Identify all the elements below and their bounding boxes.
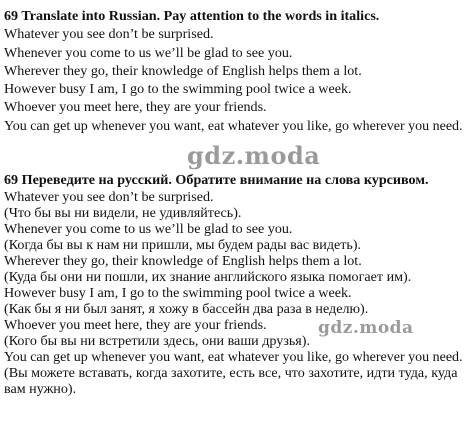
watermark-logo-small: gdz.moda <box>318 318 414 338</box>
answer-line-english: Wherever they go, their knowledge of English helps them a lot. <box>4 253 362 269</box>
answer-line-russian: (Как бы я ни был занят, я хожу в бассейн два раза в неделю). <box>4 301 369 317</box>
answer-line-russian: (Куда бы они ни пошли, их знание английского языка помогает им). <box>4 269 412 285</box>
exercise-heading-english: 69 Translate into Russian. Pay attention to the words in italics. <box>4 8 380 24</box>
answer-line-english: However busy I am, I go to the swimming pool twice a week. <box>4 285 352 301</box>
answer-line-russian: (Вы можете вставать, когда захотите, есть все, что захотите, идти туда, куда <box>4 365 458 381</box>
answer-line-russian: (Кого бы вы ни встретили здесь, они ваши друзья). <box>4 333 311 349</box>
english-sentence: You can get up whenever you want, eat whatever you like, go wherever you need. <box>4 118 463 134</box>
watermark-logo: gdz.moda <box>187 141 321 170</box>
answer-line-russian: вам нужно). <box>4 381 77 397</box>
answer-line-russian: (Что бы вы ни видели, не удивляйтесь). <box>4 205 242 221</box>
exercise-heading-russian: 69 Переведите на русский. Обратите внимание на слова курсивом. <box>4 172 429 188</box>
english-sentence: Whenever you come to us we’ll be glad to see you. <box>4 45 293 61</box>
answer-line-russian: (Когда бы вы к нам ни пришли, мы будем рады вас видеть). <box>4 237 362 253</box>
answer-line-english: Whoever you meet here, they are your friends. <box>4 317 267 333</box>
answer-line-english: Whatever you see don’t be surprised. <box>4 189 214 205</box>
english-sentence: Whatever you see don’t be surprised. <box>4 26 214 42</box>
english-sentence: However busy I am, I go to the swimming pool twice a week. <box>4 81 352 97</box>
answer-line-english: You can get up whenever you want, eat whatever you like, go wherever you need. <box>4 349 463 365</box>
english-sentence: Whoever you meet here, they are your friends. <box>4 99 267 115</box>
answer-line-english: Whenever you come to us we’ll be glad to see you. <box>4 221 293 237</box>
english-sentence: Wherever they go, their knowledge of English helps them a lot. <box>4 63 362 79</box>
